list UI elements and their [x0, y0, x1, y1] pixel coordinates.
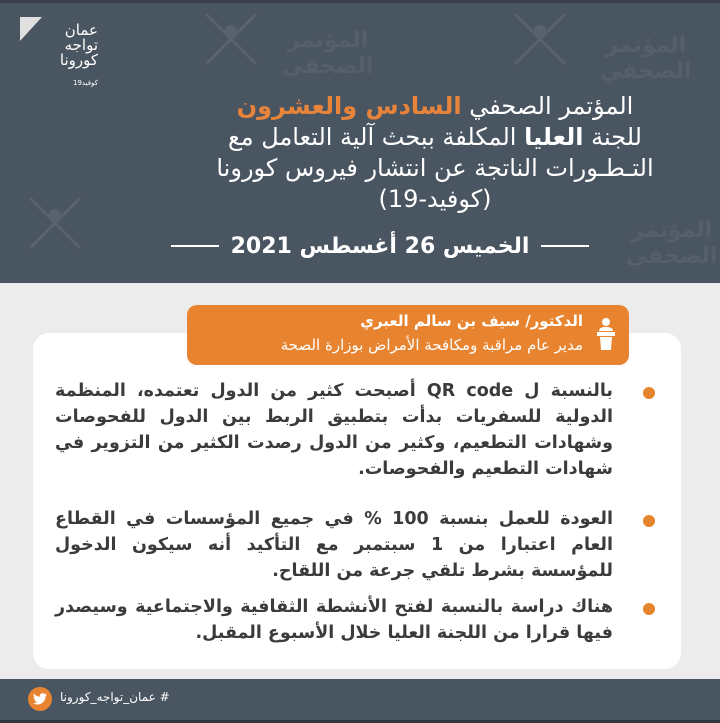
list-item: بالنسبة ل QR code أصبحت كثير من الدول تعتمده، المنظمة الدولية للسفريات بدأت بتطبيق الربط بين الدول للفحوصات وشهادات التطعيم، وكثير من الدول رصدت الكثير من التزوير في شهادات التطعيم والفحوصات.	[55, 378, 655, 506]
speaker-role: مدير عام مراقبة ومكافحة الأمراض بوزارة الصحة	[280, 336, 583, 354]
bullet-dot-icon	[643, 387, 655, 399]
title-accent: السادس والعشرون	[236, 92, 462, 120]
logo-line: تواجه	[64, 36, 98, 54]
watermark-text: المؤتمر الصحفي	[282, 28, 374, 80]
emblem-watermark-icon	[505, 9, 575, 69]
list-item: هناك دراسة بالنسبة لفتح الأنشطة الثقافية والاجتماعية وسيصدر فيها قرارا من اللجنة العليا خلال الأسبوع المقبل.	[55, 594, 655, 646]
conference-date: الخميس 26 أغسطس 2021	[230, 233, 530, 259]
title-line2-suffix: المكلفة ببحث آلية التعامل مع	[228, 123, 517, 151]
title-line4: (كوفيد-19)	[378, 185, 492, 213]
divider	[171, 245, 219, 247]
header-banner	[0, 0, 720, 283]
speaker-name: الدكتور/ سيف بن سالم العبري	[360, 312, 583, 330]
date-row	[160, 231, 600, 261]
emblem-watermark-icon	[196, 9, 266, 69]
watermark-text: المؤتمر الصحفي	[600, 33, 692, 85]
title-line2-prefix: للجنة	[591, 123, 642, 151]
podium-speaker-icon	[595, 317, 617, 351]
speaker-banner	[187, 305, 629, 365]
emblem-watermark-icon	[20, 193, 90, 253]
title-line2-bold: العليا	[524, 123, 584, 151]
hashtag-link[interactable]: # عمان_تواجه_كورونا	[60, 690, 170, 704]
bullet-list	[55, 378, 655, 646]
twitter-icon[interactable]	[28, 687, 52, 711]
bullet-dot-icon	[643, 515, 655, 527]
bullet-dot-icon	[643, 603, 655, 615]
title-line3: التـطـورات الناتجة عن انتشار فيروس كورونا	[216, 154, 654, 182]
conference-title	[180, 91, 690, 215]
logo-line: كورونا	[59, 51, 98, 69]
logo-line: عمان	[64, 21, 98, 39]
footer-bar	[0, 679, 720, 723]
divider	[541, 245, 589, 247]
logo-triangle-icon	[20, 17, 42, 41]
logo-subtitle: كوفيد19	[72, 79, 98, 87]
oman-faces-corona-logo	[18, 15, 98, 85]
list-item: العودة للعمل بنسبة 100 % في جميع المؤسسات في القطاع العام اعتبارا من 1 سبتمبر مع التأكيد أنه سيكون الدخول للمؤسسة بشرط تلقي جرعة من اللقاح.	[55, 506, 655, 594]
watermark-text: المؤتمر الصحفي	[626, 218, 718, 270]
title-prefix: المؤتمر الصحفي	[469, 92, 634, 120]
